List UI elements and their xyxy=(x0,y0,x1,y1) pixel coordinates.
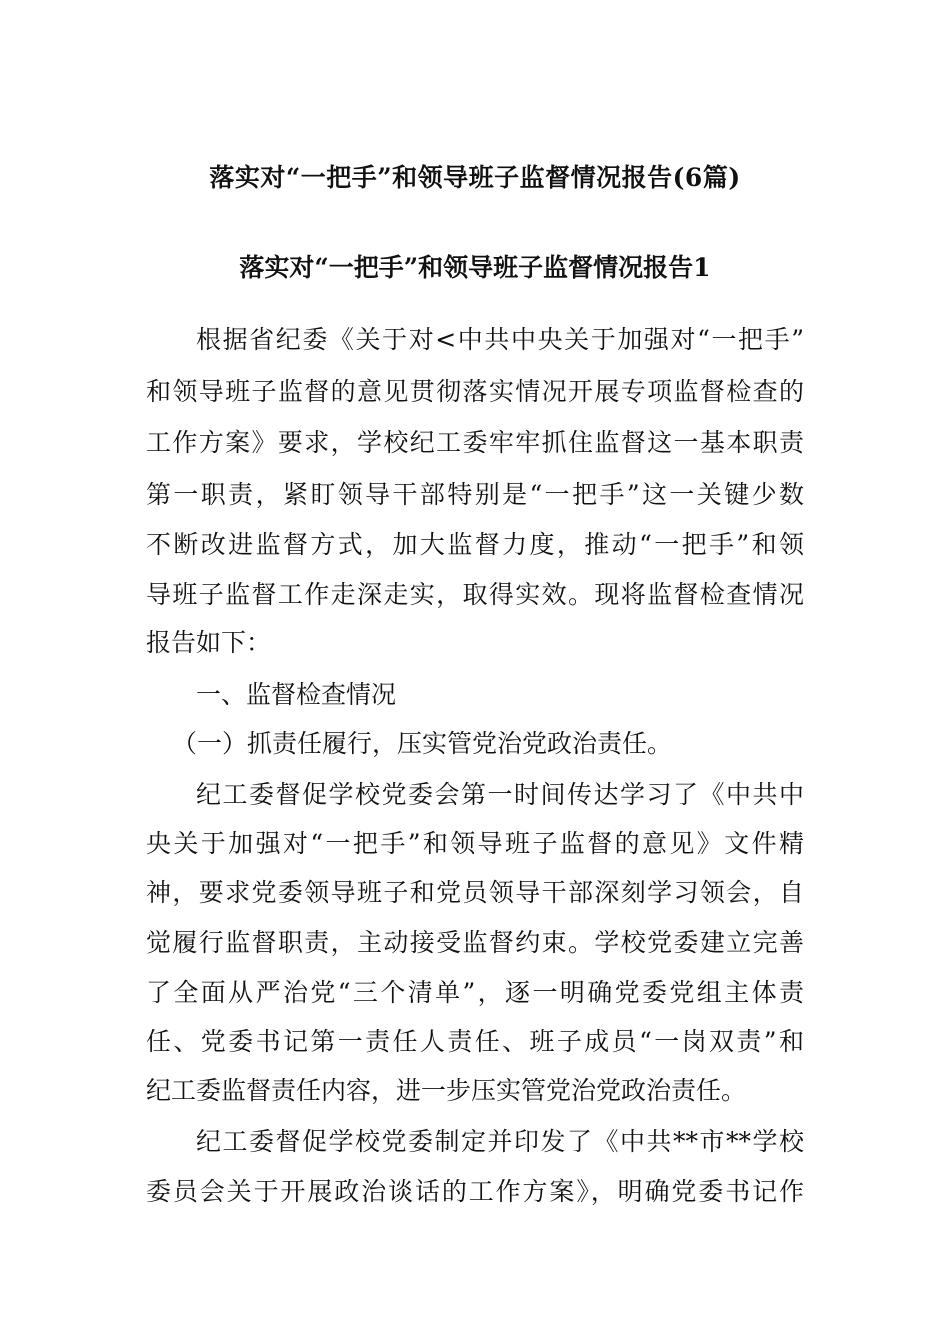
paragraph-line: 根据省纪委《关于对<中共中央关于加强对“一把手” xyxy=(196,325,804,354)
section-title: 落实对“一把手”和领导班子监督情况报告1 xyxy=(239,253,711,282)
paragraph-line: 纪工委监督责任内容，进一步压实管党治党政治责任。 xyxy=(146,1076,747,1105)
heading-level-1: 一、监督检查情况 xyxy=(196,680,397,709)
paragraph-line: 工作方案》要求，学校纪工委牢牢抓住监督这一基本职责 xyxy=(146,428,804,457)
paragraph-line: 不断改进监督方式，加大监督力度，推动“一把手”和领 xyxy=(146,530,804,559)
paragraph-line: 第一职责，紧盯领导干部特别是“一把手”这一关键少数 xyxy=(146,480,804,509)
paragraph-line: 纪工委督促学校党委制定并印发了《中共**市**学校 xyxy=(196,1127,804,1156)
heading-level-2: （一）抓责任履行，压实管党治党政治责任。 xyxy=(172,729,673,758)
paragraph-line: 任、党委书记第一责任人责任、班子成员“一岗双责”和 xyxy=(146,1027,804,1056)
document-title: 落实对“一把手”和领导班子监督情况报告(6篇) xyxy=(209,163,741,192)
paragraph-line: 纪工委督促学校党委会第一时间传达学习了《中共中 xyxy=(196,780,804,809)
paragraph-line: 神，要求党委领导班子和党员领导干部深刻学习领会，自 xyxy=(146,878,804,907)
paragraph-line: 导班子监督工作走深走实，取得实效。现将监督检查情况 xyxy=(146,580,804,609)
paragraph-line: 了全面从严治党“三个清单”，逐一明确党委党组主体责 xyxy=(146,978,804,1007)
paragraph-line: 和领导班子监督的意见贯彻落实情况开展专项监督检查的 xyxy=(146,377,804,406)
paragraph-line: 报告如下： xyxy=(146,628,272,657)
paragraph-line: 委员会关于开展政治谈话的工作方案》，明确党委书记作 xyxy=(146,1177,804,1206)
paragraph-line: 央关于加强对“一把手”和领导班子监督的意见》文件精 xyxy=(146,829,804,858)
paragraph-line: 觉履行监督职责，主动接受监督约束。学校党委建立完善 xyxy=(146,928,804,957)
